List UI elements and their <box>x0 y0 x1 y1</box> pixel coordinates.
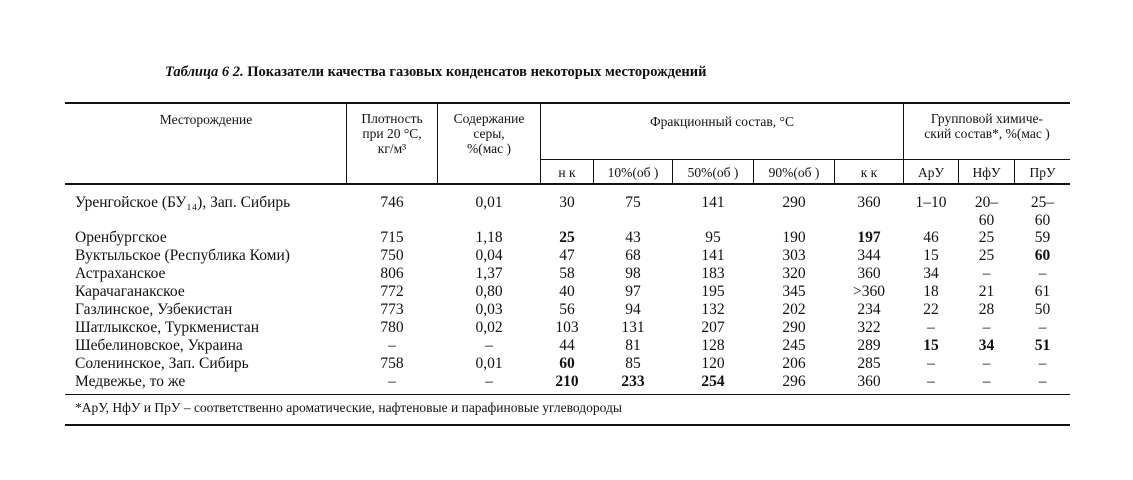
row-value: 1,37 <box>475 265 503 282</box>
row-value: 322 <box>857 319 881 336</box>
caption-text: Показатели качества газовых конденсатов некоторых месторождений <box>247 64 707 80</box>
subheader-10: 10%(об ) <box>607 165 659 180</box>
row-value: – <box>927 373 935 390</box>
footnote: *АрУ, НфУ и ПрУ – соответственно ароматические, нафтеновые и парафиновые углеводороды <box>75 400 622 415</box>
row-value: 103 <box>555 319 579 336</box>
row-value: – <box>1038 265 1047 282</box>
row-value: 746 <box>380 194 404 211</box>
bottom-rule <box>65 424 1070 426</box>
row-value: 61 <box>1034 283 1051 300</box>
row-field-name: Карачаганакское <box>75 283 185 300</box>
row-value: 345 <box>782 283 806 300</box>
row-value: – <box>1038 355 1047 372</box>
row-value: 46 <box>923 229 939 246</box>
row-value: 360 <box>857 373 881 390</box>
row-value: 0,01 <box>475 355 503 372</box>
row-field-name: Шатлыкское, Туркменистан <box>75 319 260 336</box>
row-field-name: Соленинское, Зап. Сибирь <box>75 355 249 372</box>
subheader-rule <box>540 159 1070 160</box>
row-value: 25– <box>1030 194 1055 211</box>
row-value: 773 <box>380 301 404 318</box>
row-value: >360 <box>853 283 885 300</box>
row-value: 47 <box>559 247 575 264</box>
subheader-aru: АрУ <box>917 165 945 180</box>
row-value: 715 <box>380 229 404 246</box>
row-value: 0,01 <box>475 194 503 211</box>
row-value: 51 <box>1034 337 1051 354</box>
row-field-name: Медвежье, то же <box>75 373 186 390</box>
row-value: 60 <box>559 355 575 372</box>
row-value: 289 <box>857 337 881 354</box>
row-value: – <box>982 373 991 390</box>
row-value: 30 <box>559 194 575 211</box>
header-bottom-rule <box>65 183 1070 185</box>
subheader-90: 90%(об ) <box>768 165 820 180</box>
row-value: 20– <box>974 194 999 211</box>
subheader-pru: ПрУ <box>1029 165 1056 180</box>
header-density <box>347 111 437 156</box>
header-density-line: Плотность <box>361 111 423 126</box>
row-value: 1,18 <box>475 229 503 246</box>
row-value: 1–10 <box>915 194 947 211</box>
row-value: 195 <box>701 283 725 300</box>
row-field-name: Шебелиновское, Украина <box>75 337 243 354</box>
row-value: 303 <box>782 247 806 264</box>
row-value: – <box>1038 373 1047 390</box>
row-value: 234 <box>857 301 881 318</box>
row-value: 131 <box>621 319 645 336</box>
row-value: 0,03 <box>475 301 503 318</box>
row-value: 22 <box>923 301 939 318</box>
header-sulfur-line: серы, <box>473 126 505 141</box>
row-value: – <box>927 319 935 336</box>
row-value: 85 <box>625 355 641 372</box>
row-value: 296 <box>782 373 806 390</box>
row-value: 0,02 <box>475 319 503 336</box>
row-value: 128 <box>701 337 725 354</box>
row-value: 344 <box>857 247 881 264</box>
row-value: 206 <box>782 355 806 372</box>
row-value: 758 <box>380 355 404 372</box>
header-sulfur-line: Содержание <box>453 111 525 126</box>
row-value: 183 <box>701 265 725 282</box>
row-value: 290 <box>782 319 806 336</box>
row-value: 28 <box>978 301 995 318</box>
subheader-nfu: НфУ <box>972 165 1001 180</box>
row-value: 60 <box>1034 247 1051 264</box>
row-value: 233 <box>621 373 645 390</box>
header-group <box>904 111 1070 141</box>
row-value: 290 <box>782 194 806 211</box>
footnote-rule <box>65 394 1070 395</box>
row-field-name: Астраханское <box>75 265 166 282</box>
row-value: – <box>485 337 493 354</box>
row-value: – <box>982 355 991 372</box>
row-value: 34 <box>923 265 939 282</box>
row-value: 141 <box>701 247 725 264</box>
table-caption <box>165 64 706 81</box>
caption-label: Таблица 6 2. <box>165 64 244 80</box>
row-value: 0,80 <box>475 283 503 300</box>
header-group-line: ский состав*, %(мас ) <box>924 126 1050 141</box>
row-value: 780 <box>380 319 404 336</box>
row-value: 25 <box>978 229 995 246</box>
row-value: 21 <box>978 283 995 300</box>
header-group-line: Групповой химиче- <box>930 111 1044 126</box>
row-value: 360 <box>857 265 881 282</box>
row-value: 18 <box>923 283 939 300</box>
row-value: 25 <box>978 247 995 264</box>
header-fraction: Фракционный состав, °С <box>650 114 794 129</box>
row-value: – <box>388 373 396 390</box>
row-value: 43 <box>625 229 641 246</box>
row-value: 0,04 <box>475 247 503 264</box>
row-value: 58 <box>559 265 575 282</box>
row-value: 44 <box>559 337 575 354</box>
row-value: 320 <box>782 265 806 282</box>
row-value: 98 <box>625 265 641 282</box>
row-value: 59 <box>1034 229 1051 246</box>
row-value: 40 <box>559 283 575 300</box>
row-value: 68 <box>625 247 641 264</box>
row-value: 190 <box>782 229 806 246</box>
row-value: 25 <box>559 229 575 246</box>
row-value: 132 <box>701 301 725 318</box>
row-value: – <box>982 319 991 336</box>
row-value: – <box>485 373 493 390</box>
subheader-nk: н к <box>558 165 576 180</box>
top-rule <box>65 102 1070 104</box>
row-value: 285 <box>857 355 881 372</box>
header-field: Месторождение <box>159 112 253 127</box>
row-value: 97 <box>625 283 641 300</box>
row-value: 50 <box>1034 301 1051 318</box>
row-field-name: Газлинское, Узбекистан <box>75 301 233 318</box>
row-value: – <box>982 265 991 282</box>
row-value: 94 <box>625 301 641 318</box>
row-value: 75 <box>625 194 641 211</box>
header-sulfur-line: %(мас ) <box>466 141 512 156</box>
row-value: 772 <box>380 283 404 300</box>
row-value: – <box>1038 319 1047 336</box>
row-value: 95 <box>705 229 721 246</box>
row-value: 360 <box>857 194 881 211</box>
row-value: 141 <box>701 194 725 211</box>
row-value: 81 <box>625 337 641 354</box>
row-value: 806 <box>380 265 404 282</box>
subheader-50: 50%(об ) <box>687 165 739 180</box>
row-value: 56 <box>559 301 575 318</box>
row-value: 34 <box>978 337 995 354</box>
header-sulfur <box>438 111 540 156</box>
row-field-name: Оренбургское <box>75 229 167 246</box>
row-value: 197 <box>857 229 881 246</box>
row-value-continued: 60 <box>1034 212 1051 229</box>
header-density-line: при 20 °С, <box>362 126 422 141</box>
row-value: 750 <box>380 247 404 264</box>
row-value: 15 <box>923 337 939 354</box>
row-field-name: Вуктыльское (Республика Коми) <box>75 247 290 264</box>
row-field-name: Уренгойское (БУ₁₄), Зап. Сибирь <box>75 194 291 211</box>
row-value: 210 <box>555 373 579 390</box>
row-value: – <box>927 355 935 372</box>
row-value: 207 <box>701 319 725 336</box>
row-value: 245 <box>782 337 806 354</box>
row-value: 202 <box>782 301 806 318</box>
header-density-line: кг/м³ <box>377 141 407 156</box>
row-value: 254 <box>701 373 725 390</box>
row-value: – <box>388 337 396 354</box>
row-value: 15 <box>923 247 939 264</box>
row-value: 120 <box>701 355 725 372</box>
row-value-continued: 60 <box>978 212 995 229</box>
subheader-kk: к к <box>860 165 878 180</box>
